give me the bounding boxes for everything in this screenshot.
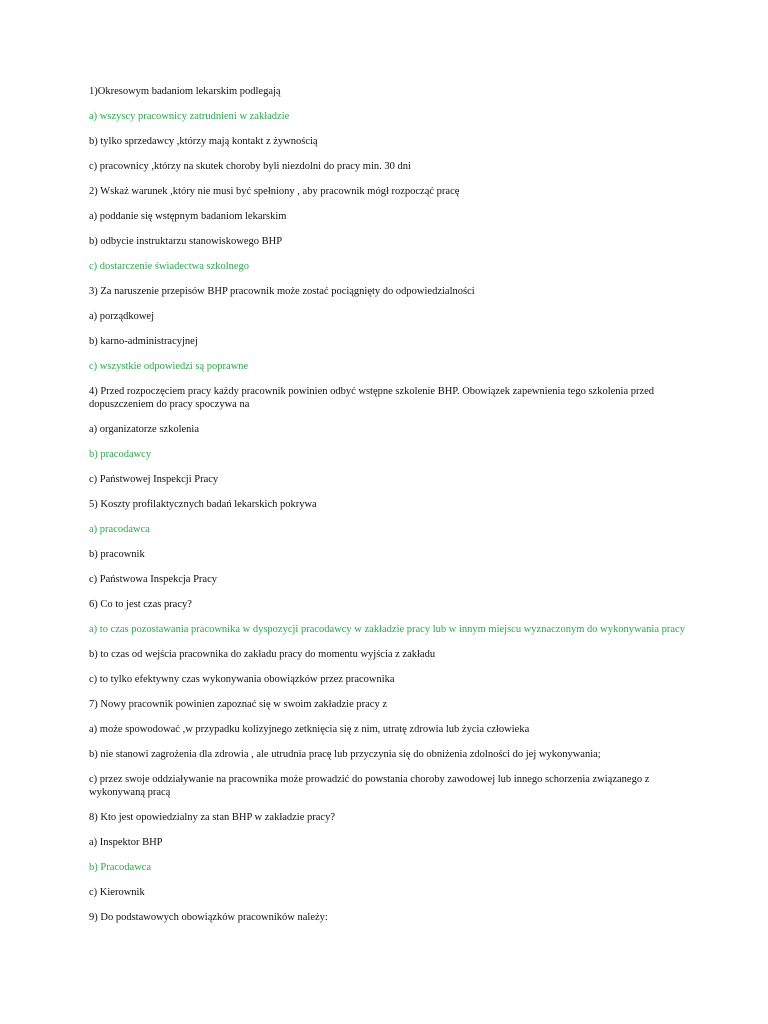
answer-line-correct: a) to czas pozostawania pracownika w dyspozycji pracodawcy w zakładzie pracy lub w innym miejscu wyznaczonym do wykonywania pracy: [89, 624, 685, 635]
question-or-answer-line: b) to czas od wejścia pracownika do zakładu pracy do momentu wyjścia z zakładu: [89, 649, 436, 660]
question-or-answer-line: 9) Do podstawowych obowiązków pracowników należy:: [89, 912, 328, 923]
question-or-answer-line: c) to tylko efektywny czas wykonywania obowiązków przez pracownika: [89, 674, 395, 685]
answer-line-correct: b) Pracodawca: [89, 862, 152, 873]
question-or-answer-line: c) Kierownik: [89, 887, 145, 898]
answer-line-correct: c) dostarczenie świadectwa szkolnego: [89, 261, 250, 272]
question-or-answer-line: c) Państwowej Inspekcji Pracy: [89, 474, 219, 485]
answer-line-correct: b) pracodawcy: [89, 449, 152, 460]
question-or-answer-line: 1)Okresowym badaniom lekarskim podlegają: [89, 86, 281, 97]
question-or-answer-line: a) Inspektor BHP: [89, 837, 163, 848]
question-or-answer-line: 2) Wskaż warunek ,który nie musi być spełniony , aby pracownik mógł rozpocząć pracę: [89, 186, 460, 197]
question-or-answer-line: c) przez swoje oddziaływanie na pracownika może prowadzić do powstania choroby zawodowej lub innego schorzenia związanego z wykonywaną pracą: [89, 774, 650, 798]
question-or-answer-line: c) Państwowa Inspekcja Pracy: [89, 574, 217, 585]
question-or-answer-line: b) pracownik: [89, 549, 145, 560]
answer-line-correct: c) wszystkie odpowiedzi są poprawne: [89, 361, 249, 372]
question-or-answer-line: a) może spowodować ,w przypadku kolizyjnego zetknięcia się z nim, utratę zdrowia lub życia człowieka: [89, 724, 530, 735]
question-or-answer-line: a) porządkowej: [89, 311, 155, 322]
question-or-answer-line: a) organizatorze szkolenia: [89, 424, 199, 435]
question-or-answer-line: 3) Za naruszenie przepisów BHP pracownik może zostać pociągnięty do odpowiedzialności: [89, 286, 475, 297]
answer-line-correct: a) wszyscy pracownicy zatrudnieni w zakładzie: [89, 111, 290, 122]
question-or-answer-line: 8) Kto jest opowiedzialny za stan BHP w zakładzie pracy?: [89, 812, 335, 823]
question-or-answer-line: b) nie stanowi zagrożenia dla zdrowia , ale utrudnia pracę lub przyczynia się do obniżenia zdolności do jej wykonywania;: [89, 749, 601, 760]
question-or-answer-line: b) odbycie instruktarzu stanowiskowego BHP: [89, 236, 283, 247]
answer-line-correct: a) pracodawca: [89, 524, 150, 535]
question-or-answer-line: 6) Co to jest czas pracy?: [89, 599, 192, 610]
question-or-answer-line: b) tylko sprzedawcy ,którzy mają kontakt z żywnością: [89, 136, 318, 147]
question-or-answer-line: c) pracownicy ,którzy na skutek choroby byli niezdolni do pracy min. 30 dni: [89, 161, 411, 172]
question-or-answer-line: b) karno-administracyjnej: [89, 336, 198, 347]
question-or-answer-line: a) poddanie się wstępnym badaniom lekarskim: [89, 211, 287, 222]
question-or-answer-line: 5) Koszty profilaktycznych badań lekarskich pokrywa: [89, 499, 317, 510]
quiz-lines: [89, 85, 689, 936]
question-or-answer-line: 7) Nowy pracownik powinien zapoznać się w swoim zakładzie pracy z: [89, 699, 387, 710]
question-or-answer-line: 4) Przed rozpoczęciem pracy każdy pracownik powinien odbyć wstępne szkolenie BHP. Obowiązek zapewnienia tego szkolenia przed dopuszczeniem do pracy spoczywa na: [89, 386, 655, 410]
